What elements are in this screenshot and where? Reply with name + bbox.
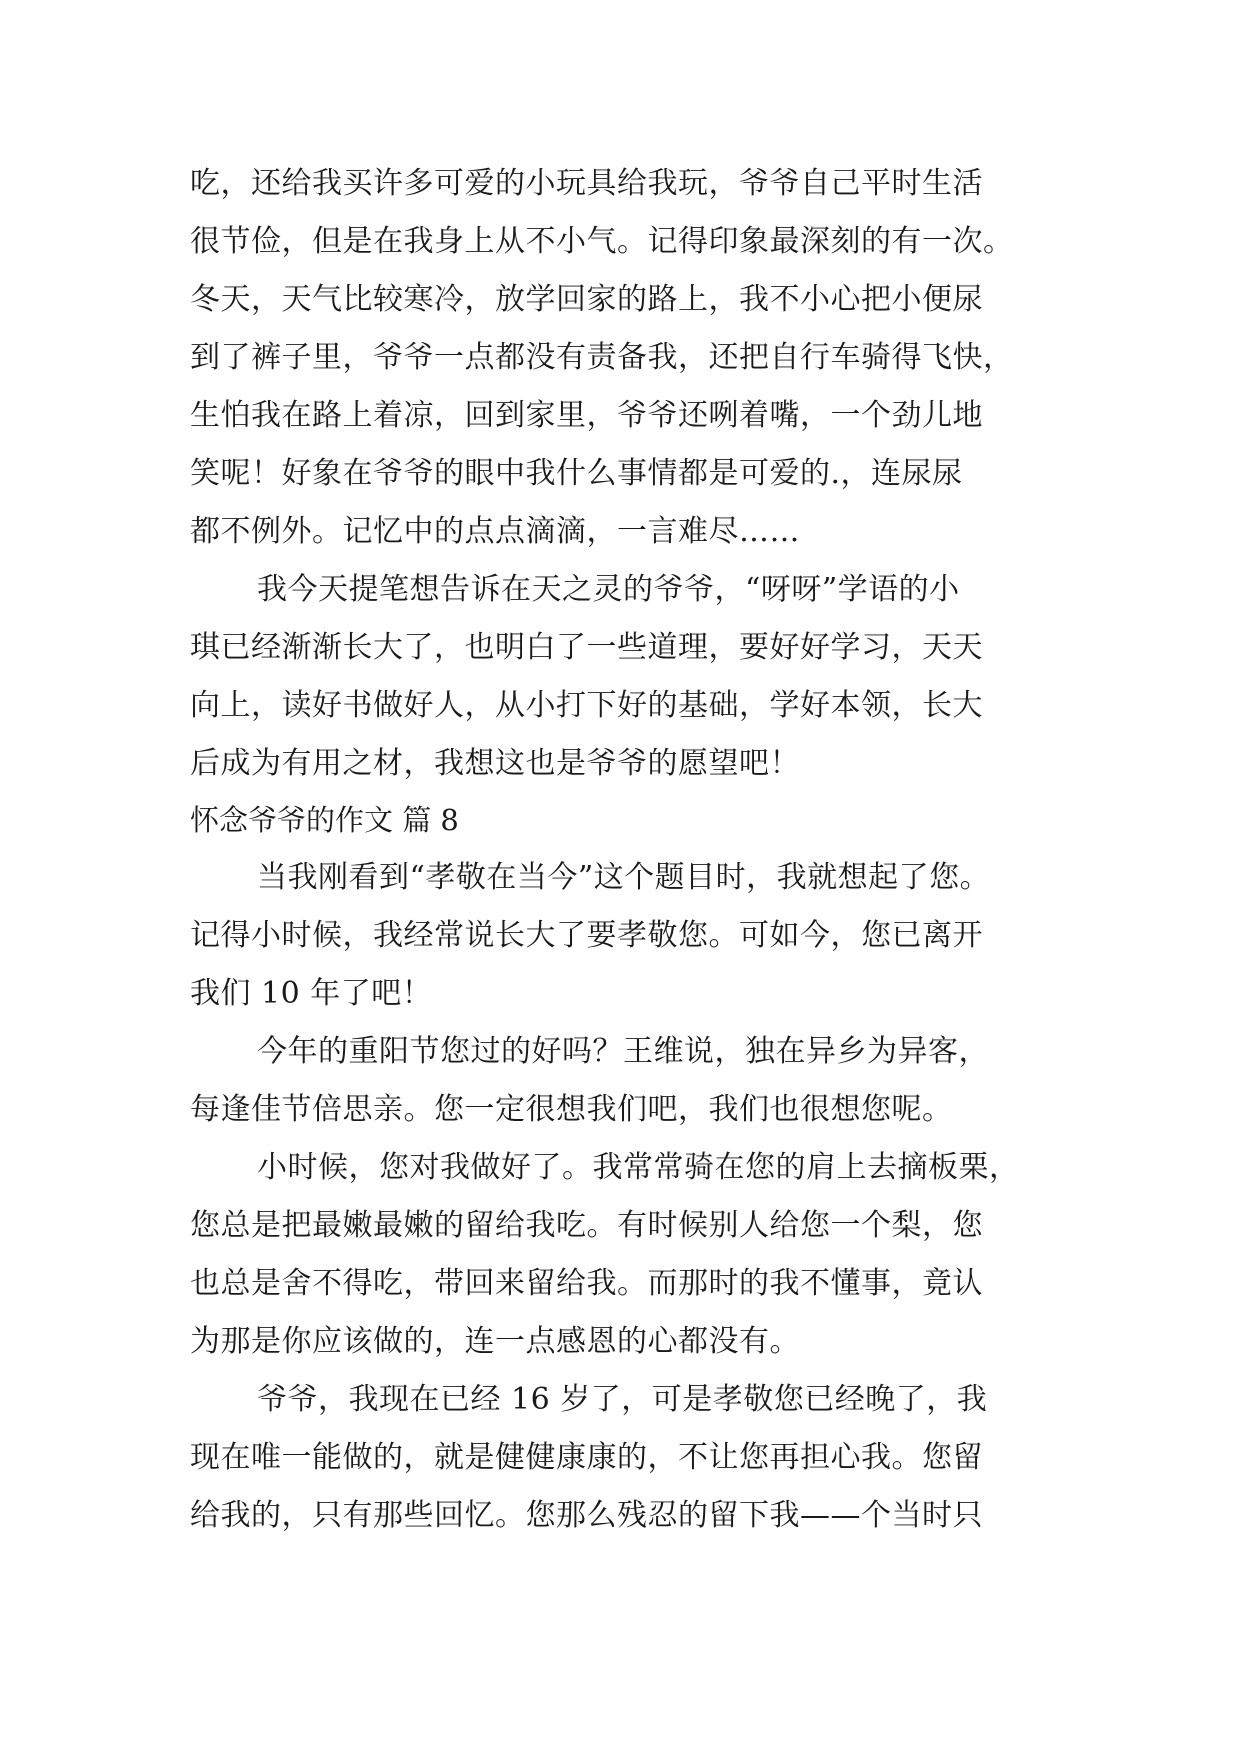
paragraph-line: 现在唯一能做的，就是健健康康的，不让您再担心我。您留: [190, 1440, 983, 1475]
paragraph-line: 都不例外。记忆中的点点滴滴，一言难尽……: [190, 514, 800, 549]
section-heading: 怀念爷爷的作文 篇 8: [190, 803, 459, 837]
paragraph-line: 爷爷，我现在已经 16 岁了，可是孝敬您已经晚了，我: [257, 1382, 988, 1417]
paragraph-line: 我们 10 年了吧！: [190, 976, 433, 1011]
paragraph-line: 后成为有用之材，我想这也是爷爷的愿望吧！: [190, 746, 800, 781]
paragraph-line: 小时候，您对我做好了。我常常骑在您的肩上去摘板栗，: [257, 1150, 1020, 1185]
paragraph-line: 吃，还给我买许多可爱的小玩具给我玩，爷爷自己平时生活: [190, 166, 983, 201]
paragraph-line: 记得小时候，我经常说长大了要孝敬您。可如今，您已离开: [190, 918, 983, 953]
paragraph-line: 生怕我在路上着凉，回到家里，爷爷还咧着嘴，一个劲儿地: [190, 398, 983, 433]
paragraph-line: 到了裤子里，爷爷一点都没有责备我，还把自行车骑得飞快，: [190, 340, 1014, 375]
paragraph-line: 也总是舍不得吃，带回来留给我。而那时的我不懂事，竟认: [190, 1266, 983, 1301]
paragraph-line: 笑呢！好象在爷爷的眼中我什么事情都是可爱的.，连尿尿: [190, 456, 963, 491]
paragraph-line: 为那是你应该做的，连一点感恩的心都没有。: [190, 1324, 800, 1359]
paragraph-line: 每逢佳节倍思亲。您一定很想我们吧，我们也很想您呢。: [190, 1092, 953, 1127]
paragraph-line: 向上，读好书做好人，从小打下好的基础，学好本领，长大: [190, 688, 983, 723]
paragraph-line: 很节俭，但是在我身上从不小气。记得印象最深刻的有一次。: [190, 224, 1014, 259]
paragraph-line: 给我的，只有那些回忆。您那么残忍的留下我——个当时只: [190, 1498, 983, 1533]
paragraph-line: 当我刚看到“孝敬在当今”这个题目时，我就想起了您。: [257, 860, 991, 895]
paragraph-line: 今年的重阳节您过的好吗？王维说，独在异乡为异客，: [257, 1034, 989, 1069]
paragraph-line: 冬天，天气比较寒冷，放学回家的路上，我不小心把小便尿: [190, 282, 983, 317]
paragraph-line: 我今天提笔想告诉在天之灵的爷爷，“呀呀”学语的小: [257, 572, 960, 607]
paragraph-line: 琪已经渐渐长大了，也明白了一些道理，要好好学习，天天: [190, 630, 983, 665]
paragraph-line: 您总是把最嫩最嫩的留给我吃。有时候别人给您一个梨，您: [190, 1208, 983, 1243]
